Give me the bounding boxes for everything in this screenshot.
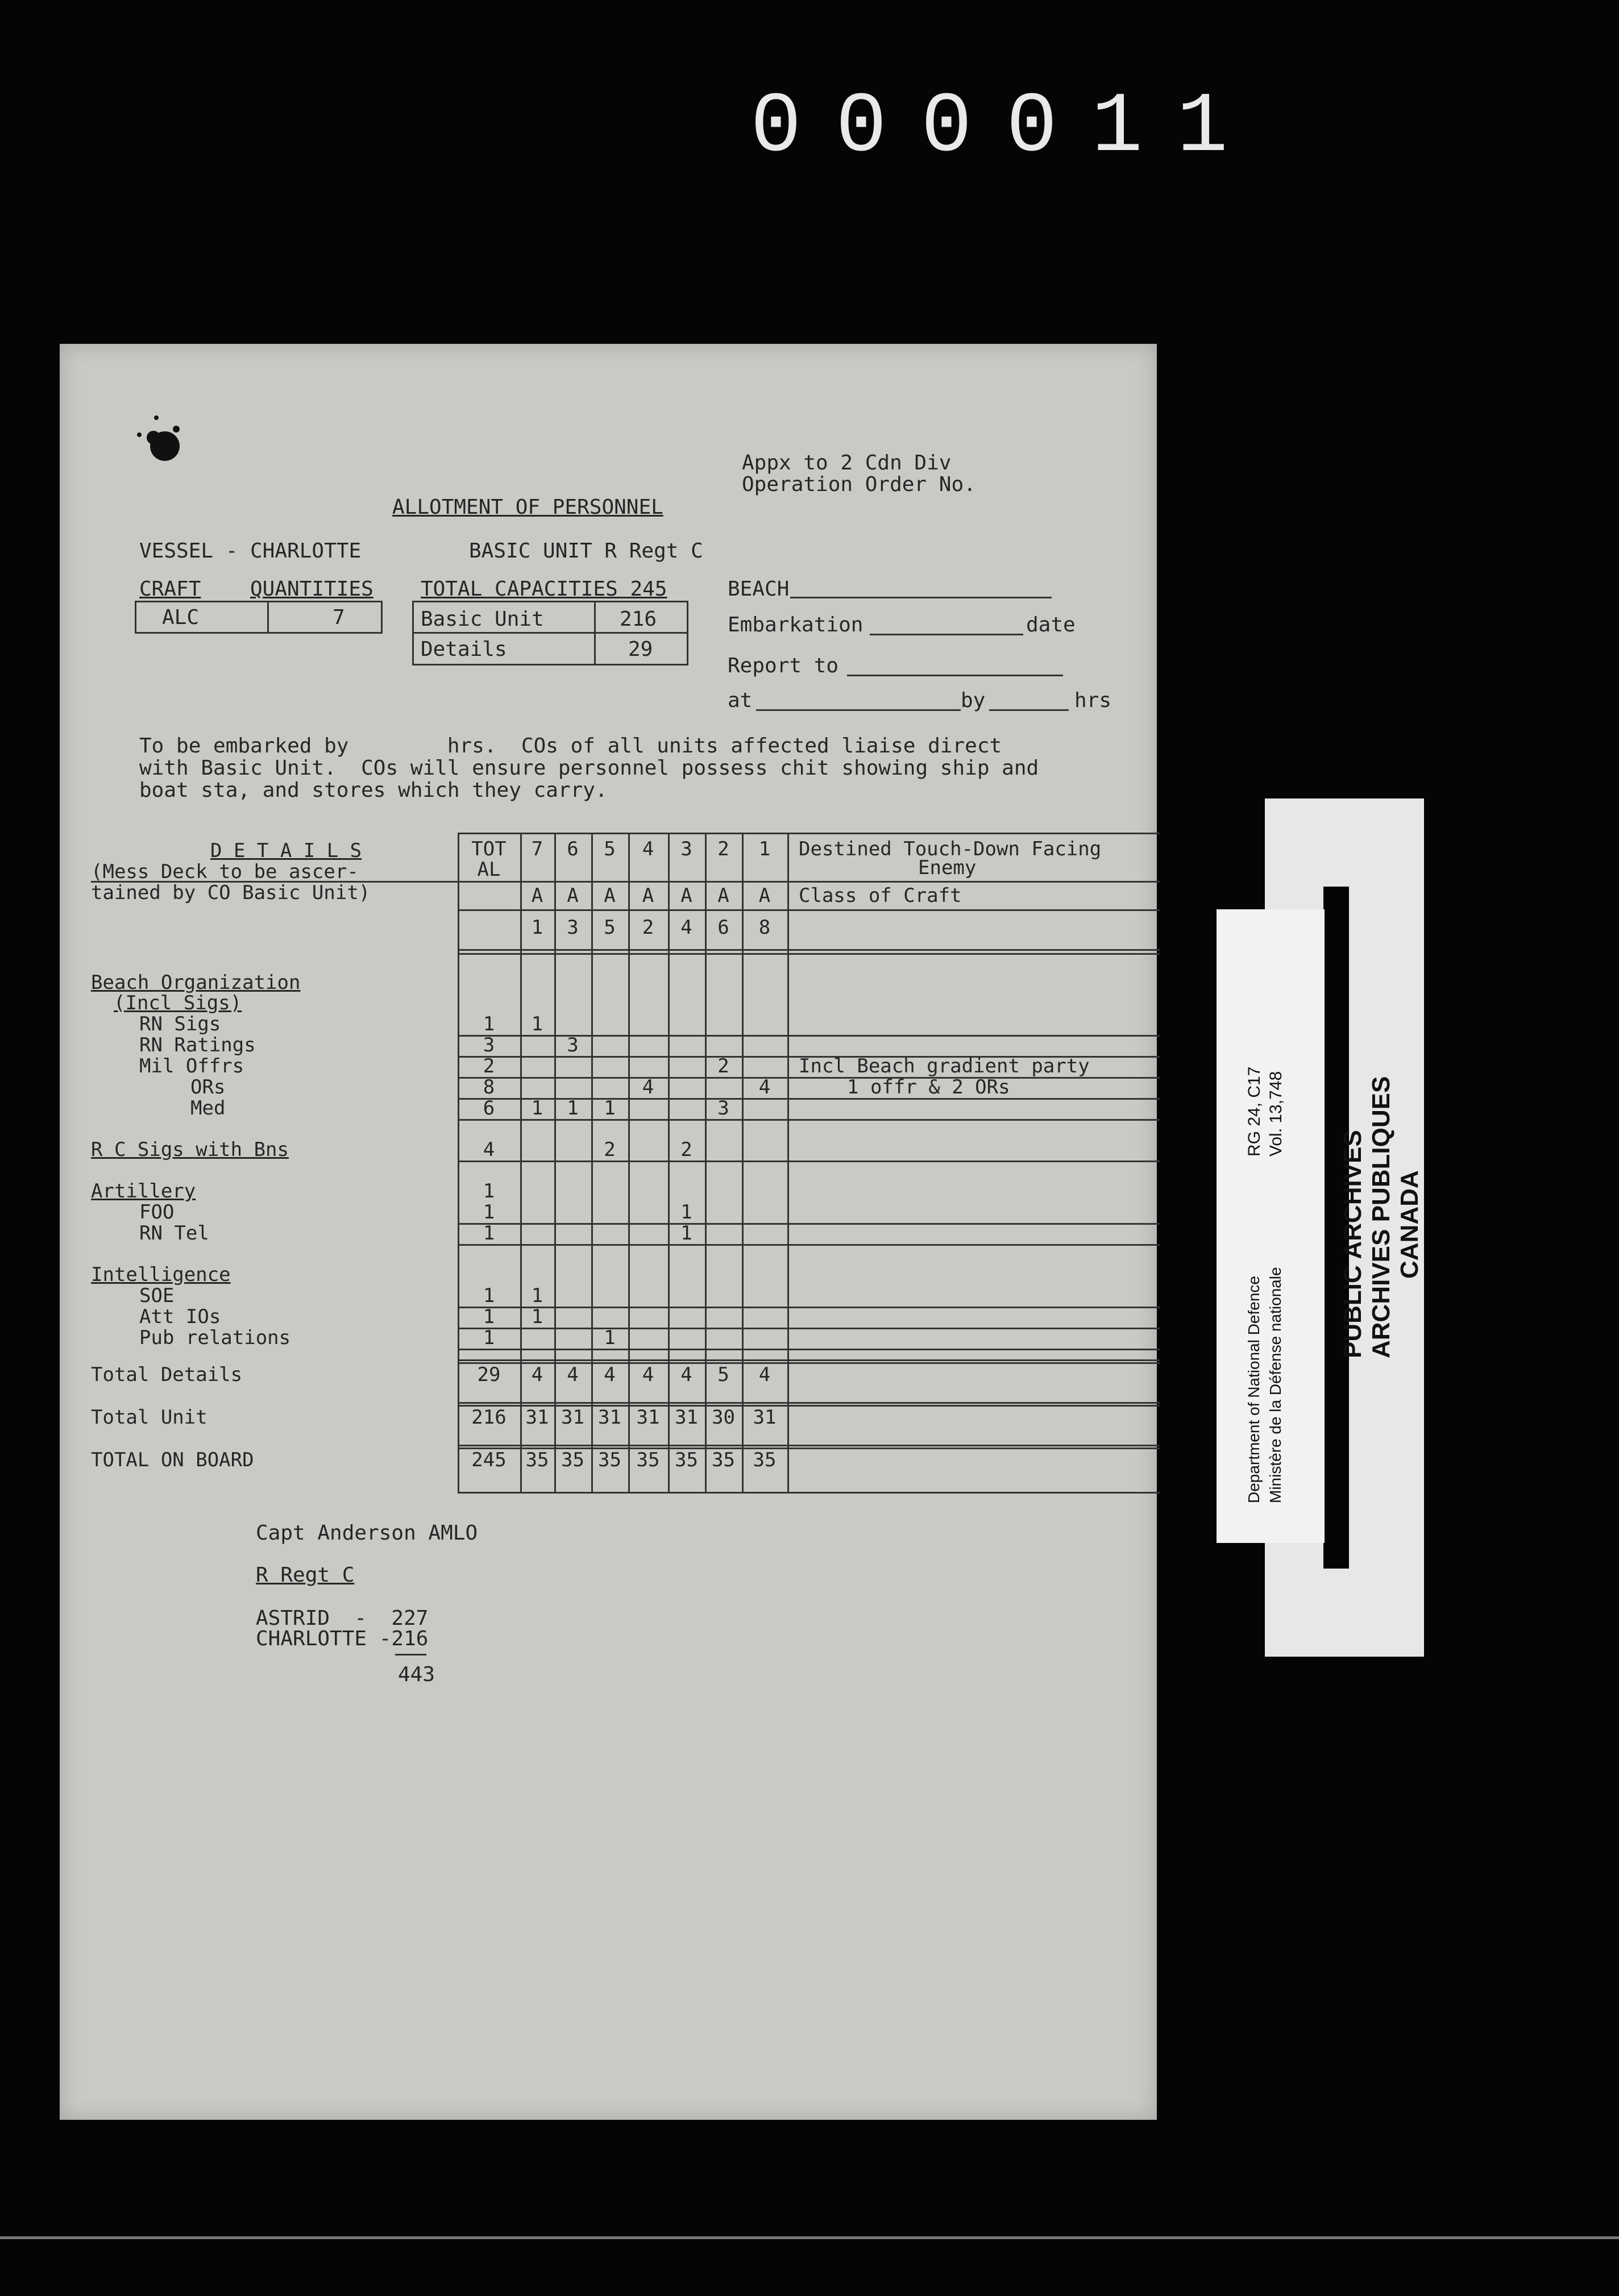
capacity-label: Basic Unit — [421, 608, 544, 631]
row-label: Mil Offrs — [139, 1055, 244, 1078]
craft-quantity: 7 — [333, 606, 345, 629]
row-cell: 30 — [712, 1406, 735, 1429]
row-total: 29 — [477, 1363, 501, 1386]
instruction-line: To be embarked by hrs. COs of all units affected liaise direct — [139, 734, 1002, 758]
at-blank — [756, 709, 961, 711]
frame-digit: 0 — [836, 80, 887, 176]
group-heading: Artillery — [91, 1180, 196, 1203]
total-header: TOT — [471, 838, 507, 860]
group-heading: Beach Organization — [91, 971, 301, 994]
craft-position: 2 — [642, 916, 654, 939]
craft-class: A — [604, 884, 616, 907]
row-cell: 4 — [642, 1076, 654, 1099]
craft-position: 3 — [567, 916, 579, 939]
boat-number: 6 — [567, 838, 579, 860]
frame-digit: 0 — [1006, 80, 1058, 176]
row-total: 216 — [471, 1406, 507, 1429]
boat-number: 2 — [717, 838, 729, 860]
table-column-rule — [787, 833, 789, 1492]
row-cell: 35 — [598, 1449, 621, 1471]
row-label: Total Unit — [91, 1406, 207, 1429]
row-total: 1 — [483, 1284, 495, 1307]
capacity-label: Details — [421, 638, 507, 661]
table-top-rule — [458, 833, 1160, 834]
row-total: 4 — [483, 1138, 495, 1161]
craft-class: A — [567, 884, 579, 907]
table-row-rule — [458, 1328, 1160, 1329]
boat-number: 7 — [531, 838, 543, 860]
by-blank — [989, 709, 1069, 711]
department-en: Department of National Defence — [1245, 1276, 1263, 1503]
row-cell: 4 — [604, 1363, 616, 1386]
row-cell: 35 — [753, 1449, 777, 1471]
appendix-line-1: Appx to 2 Cdn Div — [742, 451, 952, 475]
document-page — [60, 344, 1157, 2120]
totals-rule — [458, 1359, 1160, 1361]
row-total: 6 — [483, 1097, 495, 1120]
row-cell: 1 — [531, 1013, 543, 1035]
row-label: SOE — [139, 1284, 175, 1307]
row-cell: 35 — [675, 1449, 698, 1471]
capacity-value: 216 — [620, 608, 657, 631]
row-cell: 4 — [758, 1076, 771, 1099]
row-label: RN Ratings — [139, 1034, 256, 1057]
table-row-rule — [458, 1161, 1160, 1162]
frame-digit: 0 — [921, 80, 973, 176]
row-total: 1 — [483, 1326, 495, 1349]
row-cell: 3 — [717, 1097, 729, 1120]
table-bottom-rule — [458, 1492, 1160, 1494]
row-cell: 31 — [753, 1406, 777, 1429]
table-header-rule — [458, 953, 1160, 955]
group-heading: Intelligence — [91, 1263, 231, 1286]
row-cell: 2 — [717, 1055, 729, 1078]
basic-unit-line: BASIC UNIT R Regt C — [469, 539, 703, 563]
embarkation-blank — [870, 634, 1023, 635]
row-cell: 31 — [636, 1406, 660, 1429]
row-cell: 31 — [675, 1406, 698, 1429]
row-total: 3 — [483, 1034, 495, 1057]
row-cell: 3 — [567, 1034, 579, 1057]
row-label: FOO — [139, 1201, 175, 1224]
report-to-blank — [847, 675, 1063, 676]
row-total: 245 — [471, 1449, 507, 1471]
row-cell: 4 — [680, 1363, 692, 1386]
row-cell: 31 — [525, 1406, 549, 1429]
row-cell: 35 — [636, 1449, 660, 1471]
public-archives-fr: ARCHIVES PUBLIQUES — [1367, 1076, 1395, 1358]
row-note: Incl Beach gradient party — [799, 1055, 1090, 1078]
date-label: date — [1026, 613, 1076, 637]
craft-position: 1 — [531, 916, 543, 939]
capacity-value: 29 — [628, 638, 653, 661]
officer-line: Capt Anderson AMLO — [256, 1521, 478, 1545]
canada-label: CANADA — [1396, 1170, 1423, 1279]
hrs-label: hrs — [1074, 689, 1112, 712]
total-header: AL — [477, 858, 501, 881]
row-cell: 1 — [531, 1305, 543, 1328]
frame-digit: 0 — [750, 80, 802, 176]
row-cell: 4 — [642, 1363, 654, 1386]
group-subheading: (Incl Sigs) — [114, 992, 242, 1014]
frame-number — [750, 80, 1319, 176]
beach-label: BEACH — [728, 577, 790, 601]
row-total: 1 — [483, 1222, 495, 1245]
row-cell: 1 — [604, 1326, 616, 1349]
craft-type: ALC — [162, 606, 200, 629]
row-cell: 31 — [561, 1406, 584, 1429]
row-total: 1 — [483, 1013, 495, 1035]
boat-number: 4 — [642, 838, 654, 860]
group-heading: R C Sigs with Bns — [91, 1138, 289, 1161]
craft-position: 5 — [604, 916, 616, 939]
totals-rule — [458, 1402, 1160, 1404]
row-cell: 1 — [567, 1097, 579, 1120]
totals-rule — [458, 1445, 1160, 1446]
ink-blot-mark — [117, 406, 202, 475]
row-cell: 5 — [717, 1363, 729, 1386]
row-cell: 2 — [680, 1138, 692, 1161]
appendix-line-2: Operation Order No. — [742, 473, 976, 496]
total-sum: 443 — [398, 1663, 435, 1686]
row-note: 1 offr & 2 ORs — [847, 1076, 1010, 1099]
row-label: ORs — [190, 1076, 226, 1099]
table-row-rule — [458, 1119, 1160, 1121]
sum-line — [395, 1654, 426, 1656]
table-column-rule — [458, 833, 459, 1492]
instruction-line: boat sta, and stores which they carry. — [139, 779, 608, 802]
row-total: 2 — [483, 1055, 495, 1078]
row-label: Med — [190, 1097, 226, 1120]
craft-class: A — [680, 884, 692, 907]
craft-position: 6 — [717, 916, 729, 939]
craft-header: CRAFT — [139, 577, 201, 601]
table-row-rule — [458, 1349, 1160, 1350]
archive-ref-2: Vol. 13,748 — [1267, 1071, 1285, 1157]
craft-class: A — [758, 884, 771, 907]
footer-unit: R Regt C — [256, 1563, 355, 1587]
class-of-craft-label: Class of Craft — [799, 884, 962, 907]
craft-position: 8 — [758, 916, 771, 939]
row-label: Pub relations — [139, 1326, 291, 1349]
row-label: TOTAL ON BOARD — [91, 1449, 254, 1471]
row-cell: 1 — [680, 1222, 692, 1245]
row-cell: 1 — [531, 1284, 543, 1307]
details-heading: D E T A I L S — [210, 839, 362, 862]
boat-number: 1 — [758, 838, 771, 860]
archive-ref-1: RG 24, C17 — [1245, 1066, 1264, 1157]
row-cell: 4 — [758, 1363, 771, 1386]
row-label: RN Tel — [139, 1222, 209, 1245]
embarkation-label: Embarkation — [728, 613, 864, 637]
row-cell: 35 — [525, 1449, 549, 1471]
at-label: at — [728, 689, 753, 712]
table-header-rule — [91, 881, 1160, 883]
craft-class: A — [642, 884, 654, 907]
report-to-label: Report to — [728, 654, 839, 677]
row-cell: 35 — [561, 1449, 584, 1471]
instruction-line: with Basic Unit. COs will ensure personnel possess chit showing ship and — [139, 756, 1039, 780]
row-cell: 35 — [712, 1449, 735, 1471]
row-cell: 4 — [567, 1363, 579, 1386]
table-row-rule — [458, 1244, 1160, 1246]
charlotte-count: CHARLOTTE -216 — [256, 1627, 429, 1650]
row-cell: 1 — [531, 1097, 543, 1120]
boat-number: 5 — [604, 838, 616, 860]
row-cell: 1 — [680, 1201, 692, 1224]
beach-blank — [790, 597, 1052, 598]
row-label: Total Details — [91, 1363, 243, 1386]
row-total: 1 — [483, 1201, 495, 1224]
destined-heading: Enemy — [918, 856, 977, 879]
row-cell: 31 — [598, 1406, 621, 1429]
by-label: by — [961, 689, 986, 712]
row-cell: 4 — [531, 1363, 543, 1386]
frame-digit: 1 — [1091, 80, 1143, 176]
public-archives-en: PUBLIC ARCHIVES — [1339, 1130, 1367, 1358]
department-fr: Ministère de la Défense nationale — [1267, 1267, 1284, 1503]
table-header-rule — [458, 909, 1160, 911]
row-cell: 2 — [604, 1138, 616, 1161]
details-subheading: (Mess Deck to be ascer- — [91, 860, 359, 883]
destined-heading: Destined Touch-Down Facing — [799, 838, 1102, 860]
row-cell: 1 — [604, 1097, 616, 1120]
film-edge-line — [0, 2236, 1619, 2239]
craft-box-divider — [267, 601, 269, 632]
craft-position: 4 — [680, 916, 692, 939]
astrid-count: ASTRID - 227 — [256, 1607, 429, 1630]
craft-class: A — [717, 884, 729, 907]
row-label: RN Sigs — [139, 1013, 221, 1035]
row-label: Att IOs — [139, 1305, 221, 1328]
table-row-rule — [458, 1077, 1160, 1079]
craft-class: A — [531, 884, 543, 907]
table-row-rule — [458, 1307, 1160, 1308]
row-total: 8 — [483, 1076, 495, 1099]
table-row-rule — [458, 1223, 1160, 1225]
capacities-row-divider — [412, 632, 687, 634]
vessel-line: VESSEL - CHARLOTTE — [139, 539, 362, 563]
row-total: 1 — [483, 1305, 495, 1328]
page-title: ALLOTMENT OF PERSONNEL — [392, 496, 663, 519]
frame-digit: 1 — [1177, 80, 1228, 176]
row-total: 1 — [483, 1180, 495, 1203]
quantities-header: QUANTITIES — [250, 577, 373, 601]
details-subheading: tained by CO Basic Unit) — [91, 881, 371, 904]
capacities-col-divider — [594, 601, 596, 664]
total-capacities: TOTAL CAPACITIES 245 — [421, 577, 667, 601]
boat-number: 3 — [680, 838, 692, 860]
table-header-rule — [458, 949, 1160, 951]
